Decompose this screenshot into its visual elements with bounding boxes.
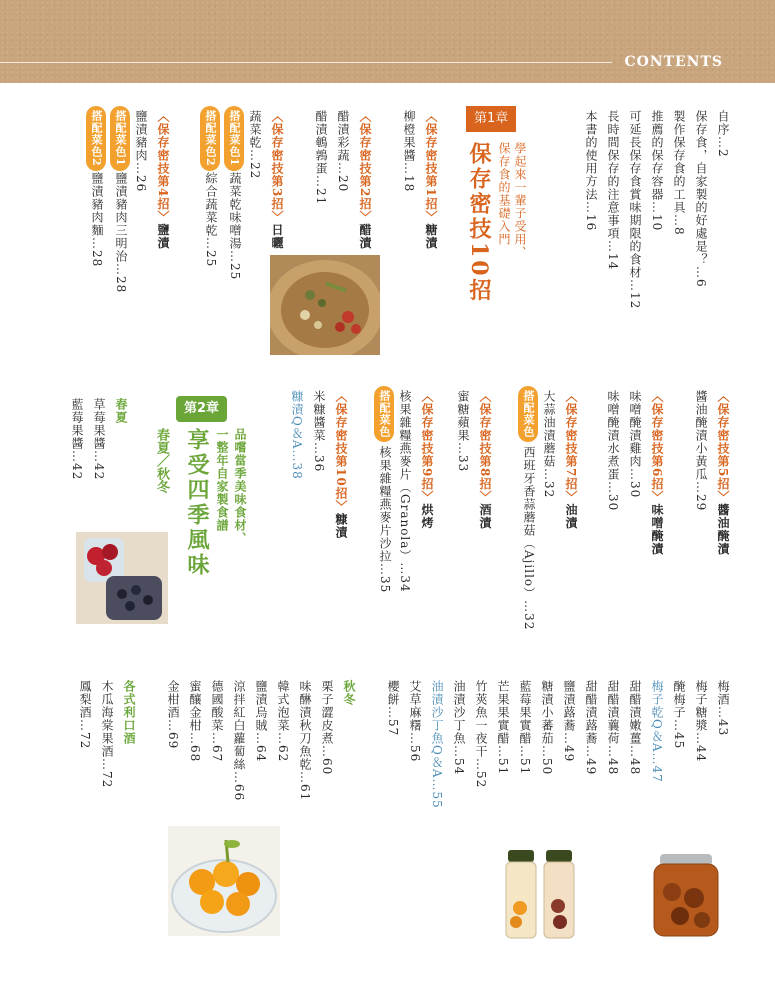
- ume-item-3[interactable]: 醃梅子…45: [672, 680, 686, 750]
- section7-entry[interactable]: [564, 390, 578, 529]
- header-rule: [0, 62, 612, 63]
- liquor-item-2[interactable]: 鳳梨酒…72: [78, 680, 92, 750]
- section1-tag: 〈保存密技第1招〉: [424, 110, 438, 224]
- section2-name: 醋漬: [358, 223, 372, 250]
- berry-jam-image: [76, 532, 168, 624]
- liqueur-bottles-image: [500, 848, 586, 940]
- intro-6[interactable]: 長時間保存的注意事項…14: [606, 110, 620, 271]
- section6-entry[interactable]: [650, 390, 664, 555]
- section8-entry[interactable]: [478, 390, 492, 529]
- section3-tag: 〈保存密技第3招〉: [270, 110, 284, 224]
- section8-name: 酒漬: [478, 503, 492, 530]
- fruit-liqueur-jar-photo: [650, 852, 722, 938]
- section8-item[interactable]: 蜜糖蘋果…33: [456, 390, 470, 473]
- autumn-item-1[interactable]: 栗子澀皮煮…60: [320, 680, 334, 776]
- section10-tag: 〈保存密技第10招〉: [334, 390, 348, 513]
- section7-item[interactable]: 大蒜油漬蘑菇…32: [542, 390, 556, 499]
- chapter1-badge: 第1章: [466, 106, 516, 132]
- intro-7[interactable]: 本書的使用方法…16: [584, 110, 598, 232]
- intro-3[interactable]: 製作保存食的工具…8: [672, 110, 686, 236]
- dried-vegetables-photo: [270, 255, 380, 355]
- autumn-item-2[interactable]: 味醂漬秋刀魚乾…61: [298, 680, 312, 802]
- section4-pair1-item[interactable]: 鹽漬豬肉三明治…28: [114, 172, 128, 294]
- section7-pair-badge: 搭配菜色: [518, 386, 538, 442]
- section4-name: 鹽漬: [156, 223, 170, 250]
- section6-item-2[interactable]: 味噌醃漬水煮蛋…30: [606, 390, 620, 512]
- section3-pair2-badge: 搭配菜色2: [200, 106, 220, 171]
- pickle-item-7[interactable]: 芒果果實醋…51: [496, 680, 510, 776]
- section5-name: 醬油醃漬: [716, 503, 730, 556]
- contents-title: CONTENTS: [624, 54, 723, 70]
- dried-vegetables-image: [270, 255, 380, 355]
- section9-name: 烘烤: [420, 503, 434, 530]
- section2-tag: 〈保存密技第2招〉: [358, 110, 372, 224]
- ume-qa[interactable]: 梅子乾Q＆A…47: [650, 680, 664, 783]
- section8-tag: 〈保存密技第8招〉: [478, 390, 492, 504]
- autumn-item-5[interactable]: 涼拌紅白蘿蔔絲…66: [232, 680, 246, 802]
- autumn-item-8[interactable]: 金柑酒…69: [166, 680, 180, 750]
- section10-name: 糠漬: [334, 512, 348, 539]
- intro-2[interactable]: 保存食，自家製的好處是？…6: [694, 110, 708, 288]
- section3-pair1-item[interactable]: 蔬菜乾味噌湯…25: [228, 172, 242, 281]
- liquor-heading: 各式利口酒: [122, 680, 136, 745]
- pickle-item-3[interactable]: 甜醋漬蕗蕎…49: [584, 680, 598, 776]
- section4-tag: 〈保存密技第4招〉: [156, 110, 170, 224]
- autumn-item-3[interactable]: 韓式泡菜…62: [276, 680, 290, 763]
- pickle-item-8[interactable]: 竹莢魚一夜干…52: [474, 680, 488, 789]
- chapter1-subtitle-1: 學起來一輩子受用、: [513, 142, 527, 259]
- section6-item-1[interactable]: 味噌醃漬雞肉…30: [628, 390, 642, 499]
- liquor-item-1[interactable]: 木瓜海棠果酒…72: [100, 680, 114, 789]
- section9-item[interactable]: 核果雜糧燕麥片（Granola）…34: [398, 390, 412, 593]
- kumquat-photo: [168, 826, 280, 936]
- section3-name: 日曬: [270, 223, 284, 250]
- section9-pair-item[interactable]: 核果雜糧燕麥片沙拉…35: [378, 446, 392, 594]
- section4-pair2-badge: 搭配菜色2: [86, 106, 106, 171]
- kumquat-image: [168, 826, 280, 936]
- sardine-qa[interactable]: 油漬沙丁魚Q＆A…55: [430, 680, 444, 809]
- chapter1-subtitle-2: 保存食的基礎入門: [497, 142, 511, 246]
- chapter2-badge: 第2章: [176, 396, 227, 422]
- chapter2-title: 享受四季風味: [184, 428, 210, 578]
- intro-1[interactable]: 自序…2: [716, 110, 730, 158]
- section3-item[interactable]: 蔬菜乾…22: [248, 110, 262, 180]
- section7-tag: 〈保存密技第7招〉: [564, 390, 578, 504]
- section6-name: 味噌醃漬: [650, 503, 664, 556]
- autumn-item-6[interactable]: 德國酸菜…67: [210, 680, 224, 763]
- section7-pair-item[interactable]: 西班牙香蒜蘑菇（Ajillo）…32: [522, 446, 536, 631]
- header-bar: [0, 0, 775, 83]
- section5-entry[interactable]: [716, 390, 730, 555]
- section2-item-1[interactable]: 醋漬彩蔬…20: [336, 110, 350, 193]
- autumn-winter-heading: 秋冬: [342, 680, 356, 706]
- section2-item-2[interactable]: 醋漬鵪鶉蛋…21: [314, 110, 328, 206]
- pickle-item-4[interactable]: 鹽漬蕗蕎…49: [562, 680, 576, 763]
- mochi-item-1[interactable]: 艾草麻糬…56: [408, 680, 422, 763]
- section1-name: 糖漬: [424, 223, 438, 250]
- section10-entry[interactable]: [334, 390, 348, 539]
- section3-pair2-item[interactable]: 綜合蔬菜乾…25: [204, 172, 218, 268]
- section5-tag: 〈保存密技第5招〉: [716, 390, 730, 504]
- pickle-item-9[interactable]: 油漬沙丁魚…54: [452, 680, 466, 776]
- section9-pair-badge: 搭配菜色: [374, 386, 394, 442]
- chapter2-seasons: 春夏／秋冬: [154, 428, 169, 493]
- chapter2-subtitle-2: 一整年自家製食譜: [215, 428, 229, 532]
- ume-item-2[interactable]: 梅子糖漿…44: [694, 680, 708, 763]
- section5-item[interactable]: 醬油醃漬小黃瓜…29: [694, 390, 708, 512]
- berry-jam-photo: [76, 532, 168, 624]
- pickle-item-2[interactable]: 甜醋漬蘘荷…48: [606, 680, 620, 776]
- spring-item-2[interactable]: 藍莓果醬…42: [70, 398, 84, 481]
- nuka-qa[interactable]: 糠漬Q＆A…38: [290, 390, 304, 480]
- ume-item-1[interactable]: 梅酒…43: [716, 680, 730, 737]
- section3-pair1-badge: 搭配菜色1: [224, 106, 244, 171]
- intro-5[interactable]: 可延長保存食賞味期限的食材…12: [628, 110, 642, 310]
- spring-summer-heading: 春夏: [114, 398, 128, 424]
- autumn-item-4[interactable]: 鹽漬烏賊…64: [254, 680, 268, 763]
- chapter1-title: 保存密技10招: [466, 142, 492, 304]
- section3-entry[interactable]: [270, 110, 284, 249]
- liqueur-bottles-photo: [500, 848, 586, 940]
- section2-entry[interactable]: [358, 110, 372, 249]
- section1-item[interactable]: 柳橙果醬…18: [402, 110, 416, 193]
- section4-pair1-badge: 搭配菜色1: [110, 106, 130, 171]
- section4-item[interactable]: 鹽漬豬肉…26: [134, 110, 148, 193]
- section10-item[interactable]: 米糠醬菜…36: [312, 390, 326, 473]
- section9-tag: 〈保存密技第9招〉: [420, 390, 434, 504]
- mochi-item-2[interactable]: 櫻餅…57: [386, 680, 400, 737]
- section1-entry[interactable]: [424, 110, 438, 249]
- autumn-item-7[interactable]: 蜜釀金柑…68: [188, 680, 202, 763]
- section4-pair2-item[interactable]: 鹽漬豬肉麵…28: [90, 172, 104, 268]
- section4-entry[interactable]: [156, 110, 170, 249]
- section6-tag: 〈保存密技第6招〉: [650, 390, 664, 504]
- section9-entry[interactable]: [420, 390, 434, 529]
- pickle-item-1[interactable]: 甜醋漬嫩薑…48: [628, 680, 642, 776]
- intro-4[interactable]: 推薦的保存容器…10: [650, 110, 664, 232]
- chapter2-subtitle-1: 品嚐當季美味食材、: [233, 428, 247, 545]
- pickle-item-6[interactable]: 藍莓果實醋…51: [518, 680, 532, 776]
- spring-item-1[interactable]: 草莓果醬…42: [92, 398, 106, 481]
- pickle-item-5[interactable]: 糖漬小蕃茄…50: [540, 680, 554, 776]
- section7-name: 油漬: [564, 503, 578, 530]
- fruit-liqueur-jar-image: [650, 852, 722, 938]
